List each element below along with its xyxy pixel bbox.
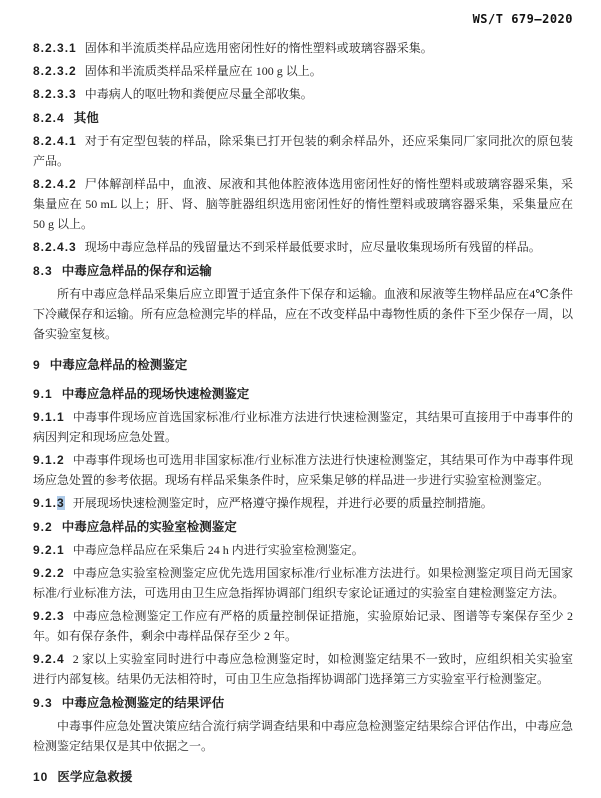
clause-8-2-4-2 xyxy=(33,174,573,234)
clause-9-2-2 xyxy=(33,563,573,603)
clause-text: 中毒应急实验室检测鉴定应优先选用国家标准/行业标准方法进行。如果检测鉴定项目尚无国家标准/行业标准方法，可选用由卫生应急指挥协调部门组织专家论证通过的实验室自建检测鉴定方法。 xyxy=(33,566,573,600)
clause-number xyxy=(33,496,65,510)
heading-10 xyxy=(33,767,573,787)
heading-title: 其他 xyxy=(73,111,99,125)
heading-number: 8.3 xyxy=(33,264,53,278)
clause-number: 9.1.2 xyxy=(33,453,65,467)
clause-number: 9.2.4 xyxy=(33,652,65,666)
clause-9-2-4 xyxy=(33,649,573,689)
heading-9-2 xyxy=(33,517,573,537)
heading-9-3 xyxy=(33,693,573,713)
clause-number: 9.2.1 xyxy=(33,543,65,557)
heading-number: 9 xyxy=(33,358,41,372)
clause-text: 中毒应急检测鉴定工作应有严格的质量控制保证措施，实验原始记录、图谱等专案保存至少 2 年。如有保存条件，剩余中毒样品保存至少 2 年。 xyxy=(33,609,573,643)
clause-text: 固体和半流质类样品采样量应在 100 g 以上。 xyxy=(84,64,322,78)
heading-title: 医学应急救援 xyxy=(57,770,133,784)
clause-text: 现场中毒应急样品的残留量达不到采样最低要求时，应尽量收集现场所有残留的样品。 xyxy=(84,240,541,254)
clause-text: 中毒应急样品应在采集后 24 h 内进行实验室检测鉴定。 xyxy=(72,543,364,557)
heading-title: 中毒应急样品的实验室检测鉴定 xyxy=(61,520,237,534)
clause-number: 8.2.3.2 xyxy=(33,64,77,78)
selection-highlight: 3 xyxy=(57,496,65,510)
heading-number: 9.1 xyxy=(33,387,53,401)
clause-text: 中毒事件现场也可选用非国家标准/行业标准方法进行快速检测鉴定，其结果可作为中毒事件现场应急处置的参考依据。现场有样品采集条件时，应采集足够的样品进一步进行实验室检测鉴定。 xyxy=(33,453,573,487)
heading-9 xyxy=(33,355,573,375)
clause-8-2-3-2 xyxy=(33,61,573,81)
clause-9-1-2 xyxy=(33,450,573,490)
clause-8-2-3-1 xyxy=(33,38,573,58)
clause-9-2-3 xyxy=(33,606,573,646)
clause-text: 尸体解剖样品中，血液、尿液和其他体腔液体选用密闭性好的惰性塑料或玻璃容器采集，采集量应在 50 mL 以上；肝、肾、脑等脏器组织选用密闭性好的惰性塑料或玻璃容器采集，采集量应在 50 g 以上。 xyxy=(33,177,573,231)
clause-number-prefix: 9.1. xyxy=(33,496,58,510)
paragraph-9-3: 中毒事件应急处置决策应结合流行病学调查结果和中毒应急检测鉴定结果综合评估作出，中毒应急检测鉴定结果仅是其中依据之一。 xyxy=(33,719,574,753)
heading-title: 中毒应急检测鉴定的结果评估 xyxy=(61,696,225,710)
clause-9-2-1 xyxy=(33,540,573,560)
heading-number: 10 xyxy=(33,770,49,784)
clause-text: 中毒病人的呕吐物和粪便应尽量全部收集。 xyxy=(84,87,313,101)
heading-9-1 xyxy=(33,384,573,404)
heading-title: 中毒应急样品的保存和运输 xyxy=(61,264,212,278)
heading-number: 8.2.4 xyxy=(33,111,65,125)
clause-number: 8.2.4.2 xyxy=(33,177,77,191)
heading-number: 9.3 xyxy=(33,696,53,710)
clause-text: 固体和半流质类样品应选用密闭性好的惰性塑料或玻璃容器采集。 xyxy=(84,41,433,55)
clause-number: 8.2.3.3 xyxy=(33,87,77,101)
clause-number: 9.1.1 xyxy=(33,410,65,424)
clause-text: 开展现场快速检测鉴定时，应严格遵守操作规程，并进行必要的质量控制措施。 xyxy=(72,496,493,510)
clause-9-1-3 xyxy=(33,493,573,513)
clause-9-1-1 xyxy=(33,407,573,447)
heading-8-3 xyxy=(33,261,573,281)
heading-title: 中毒应急样品的现场快速检测鉴定 xyxy=(61,387,250,401)
clause-text: 2 家以上实验室同时进行中毒应急检测鉴定时，如检测鉴定结果不一致时，应组织相关实验室进行内部复核。结果仍无法相符时，可由卫生应急指挥协调部门选择第三方实验室平行检测鉴定。 xyxy=(33,652,573,686)
clause-8-2-4-3 xyxy=(33,237,573,257)
heading-title: 中毒应急样品的检测鉴定 xyxy=(49,358,188,372)
clause-8-2-4-1 xyxy=(33,131,573,171)
clause-8-2-3-3 xyxy=(33,84,573,104)
clause-number: 9.2.3 xyxy=(33,609,65,623)
paragraph-8-3: 所有中毒应急样品采集后应立即置于适宜条件下保存和运输。血液和尿液等生物样品应在4℃条件下冷藏保存和运输。所有应急检测完毕的样品，应在不改变样品中毒物性质的条件下至少保存一周，以备实验室复核。 xyxy=(33,287,574,341)
heading-8-2-4 xyxy=(33,108,573,128)
clause-text: 对于有定型包装的样品，除采集已打开包装的剩余样品外，还应采集同厂家同批次的原包装产品。 xyxy=(33,134,573,168)
clause-text: 中毒事件现场应首选国家标准/行业标准方法进行快速检测鉴定，其结果可直接用于中毒事件的病因判定和现场应急处置。 xyxy=(33,410,573,444)
clause-number: 8.2.4.1 xyxy=(33,134,77,148)
standard-number: WS/T 679—2020 xyxy=(472,12,573,26)
clause-number: 8.2.3.1 xyxy=(33,41,77,55)
heading-number: 9.2 xyxy=(33,520,53,534)
clause-number: 9.2.2 xyxy=(33,566,65,580)
clause-number: 8.2.4.3 xyxy=(33,240,77,254)
